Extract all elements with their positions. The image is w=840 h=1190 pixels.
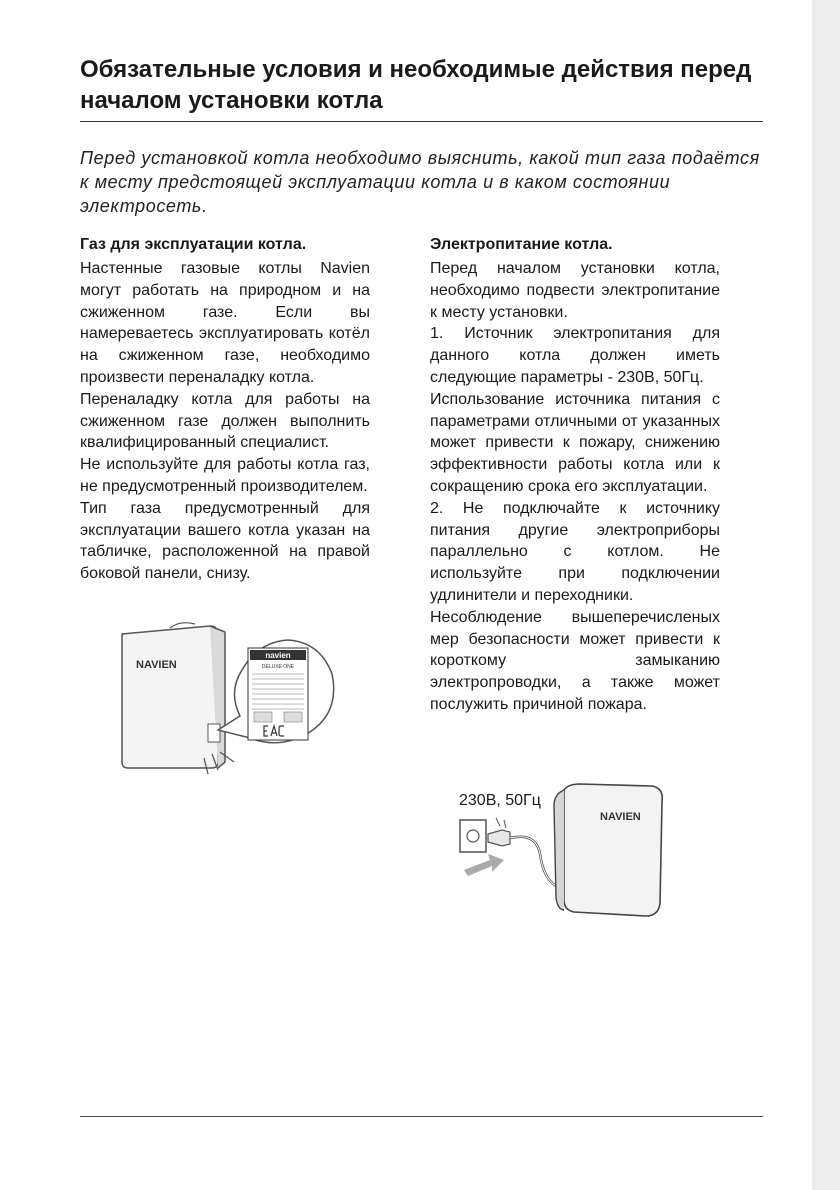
gas-section xyxy=(80,234,370,585)
power-paragraph: 1. Источник электропитания для данного котла должен иметь следующие параметры - 230В, 50Гц. xyxy=(430,325,720,386)
insert-arrow-icon xyxy=(464,854,504,876)
power-section xyxy=(430,234,720,716)
power-paragraph: 2. Не подключайте к источнику питания другие электроприборы параллельно с котлом. Не используйте при подключении удлинители и переходники. xyxy=(430,499,720,604)
boiler-logo: NAVIEN xyxy=(600,811,641,823)
boiler-icon xyxy=(564,784,662,916)
wall-socket-icon xyxy=(460,820,486,852)
voltage-label: 230В, 50Гц xyxy=(459,792,541,809)
gas-heading: Газ для эксплуатации котла. xyxy=(80,236,307,253)
power-heading: Электропитание котла. xyxy=(430,236,613,253)
gas-paragraph: Переналадку котла для работы на сжиженном газе должен выполнить квалифицированный специалист. xyxy=(80,390,370,452)
power-paragraph: Использование источника питания с параметрами отличными от указанных может привести к пожару, снижению эффективности работы котла или к сокращению срока его эксплуатации. xyxy=(430,390,720,495)
gas-paragraph: Тип газа предусмотренный для эксплуатации вашего котла указан на табличке, расположенной на правой боковой панели, снизу. xyxy=(80,499,370,583)
plate-model: DELUXE ONE xyxy=(261,664,295,670)
gas-paragraph: Не используйте для работы котла газ, не предусмотренный производителем. xyxy=(80,456,370,495)
boiler-logo: NAVIEN xyxy=(136,659,177,671)
title-divider xyxy=(80,121,763,122)
boiler-rating-plate-illustration xyxy=(100,612,340,782)
intro-text: Перед установкой котла необходимо выяснить, какой тип газа подаётся к месту предстоящей эксплуатации котла и в каком состоянии электросеть. xyxy=(80,148,760,216)
power-plug-icon xyxy=(488,830,510,846)
power-paragraph: Перед началом установки котла, необходимо подвести электропитание к месту установки. xyxy=(430,260,720,321)
power-connection-illustration xyxy=(440,772,670,922)
footer-divider xyxy=(80,1116,763,1117)
page-side-strip xyxy=(812,0,840,1190)
page-title: Обязательные условия и необходимые действия перед началом установки котла xyxy=(80,56,752,114)
gas-paragraph: Настенные газовые котлы Navien могут работать на природном и на сжиженном газе. Если вы намереваетесь эксплуатировать котёл на сжиженном газе, необходимо произвести переналадку котла. xyxy=(80,260,370,386)
plate-logo: navien xyxy=(265,651,291,660)
power-paragraph: Несоблюдение вышеперечисленых мер безопасности может привести к короткому замыканию электропроводки, а также может послужить причиной пожара. xyxy=(430,608,720,713)
